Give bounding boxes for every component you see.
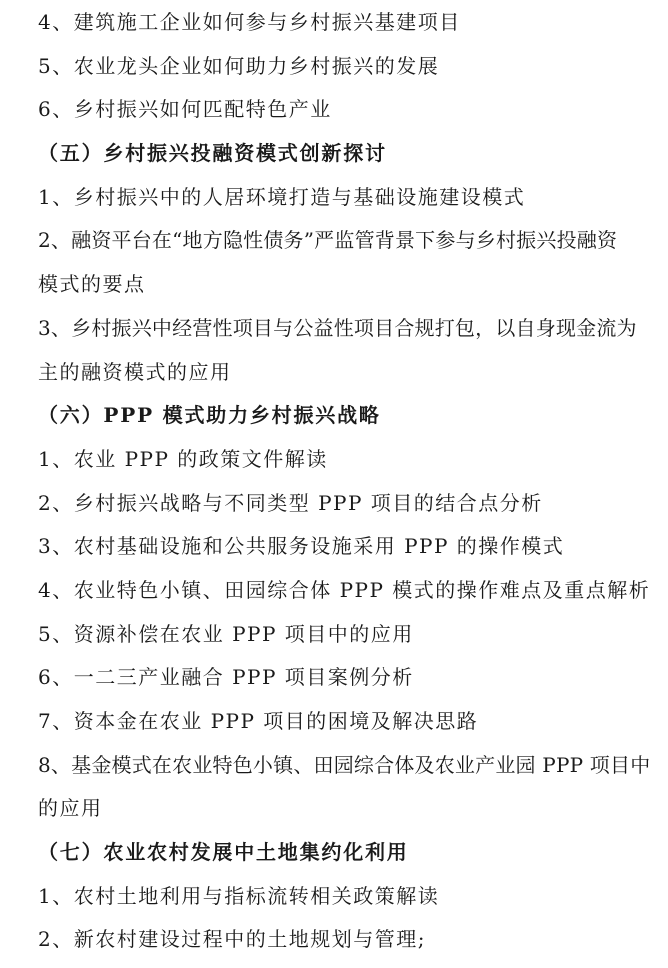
list-item: 4、农业特色小镇、田园综合体 PPP 模式的操作难点及重点解析 <box>38 577 651 602</box>
list-item: 7、资本金在农业 PPP 项目的困境及解决思路 <box>38 709 479 733</box>
continuation-line: 主的融资模式的应用 <box>38 359 232 384</box>
list-item: 4、建筑施工企业如何参与乡村振兴基建项目 <box>38 10 461 34</box>
continuation-line: 的应用 <box>38 796 103 821</box>
section-heading-5: （五）乡村振兴投融资模式创新探讨 <box>38 141 387 166</box>
list-item: 5、资源补偿在农业 PPP 项目中的应用 <box>38 621 414 646</box>
list-item: 3、农村基础设施和公共服务设施采用 PPP 的操作模式 <box>38 534 565 559</box>
section-heading-6: （六）PPP 模式助力乡村振兴战略 <box>38 403 381 428</box>
list-item: 6、一二三产业融合 PPP 项目案例分析 <box>38 665 414 690</box>
list-item: 2、乡村振兴战略与不同类型 PPP 项目的结合点分析 <box>38 490 543 515</box>
list-item: 6、乡村振兴如何匹配特色产业 <box>38 97 332 122</box>
list-item: 3、乡村振兴中经营性项目与公益性项目合规打包，以自身现金流为 <box>38 315 637 340</box>
section-heading-7: （七）农业农村发展中土地集约化利用 <box>38 840 409 865</box>
continuation-line: 模式的要点 <box>38 272 146 297</box>
list-item: 1、农业 PPP 的政策文件解读 <box>38 446 328 471</box>
list-item: 2、新农村建设过程中的土地规划与管理; <box>38 927 426 952</box>
list-item: 1、农村土地利用与指标流转相关政策解读 <box>38 883 440 908</box>
list-item: 5、农业龙头企业如何助力乡村振兴的发展 <box>38 53 440 78</box>
list-item: 8、基金模式在农业特色小镇、田园综合体及农业产业园 PPP 项目中 <box>38 752 651 777</box>
list-item: 1、乡村振兴中的人居环境打造与基础设施建设模式 <box>38 184 526 209</box>
list-item: 2、融资平台在“地方隐性债务”严监管背景下参与乡村振兴投融资 <box>38 228 618 253</box>
